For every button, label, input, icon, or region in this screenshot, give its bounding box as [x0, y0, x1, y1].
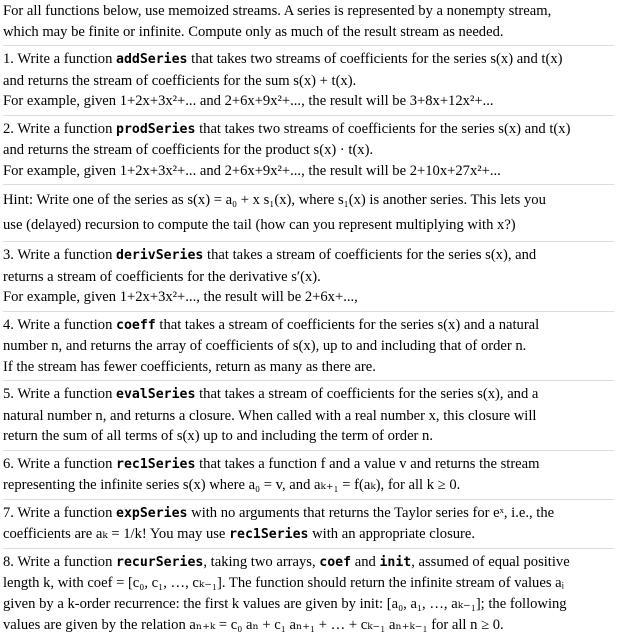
item-3	[3, 245, 614, 308]
item-8-function-name: recurSeries	[116, 554, 204, 570]
item-4-prefix: 4. Write a function	[3, 316, 113, 333]
item-2-line-3: For example, given 1+2x+3x²+... and 2+6x+9x²+..., the result will be 2+10x+27x²+...	[3, 162, 501, 179]
divider	[3, 499, 614, 500]
item-3-line-1: that takes a stream of coefficients for the series s(x), and	[207, 247, 537, 263]
item-7-line-1: with no arguments that returns the Taylor series for eˣ, i.e., the	[191, 504, 555, 521]
item-8-line-1-end: , assumed of equal positive	[411, 553, 570, 570]
item-5-line-1: that takes a stream of coefficients for the series s(x), and a	[199, 386, 539, 402]
item-6-line-2: representing the infinite series s(x) where a₀ = v, and aₖ₊₁ = f(aₖ), for all k ≥ 0.	[3, 476, 461, 493]
item-3-function-name: derivSeries	[116, 248, 204, 263]
item-1-prefix: 1. Write a function	[3, 51, 113, 67]
item-1-line-3: For example, given 1+2x+3x²+... and 2+6x+9x²+..., the result will be 3+8x+12x²+...	[3, 93, 494, 109]
item-2-line-1: that takes two streams of coefficients for the series s(x) and t(x)	[199, 120, 571, 137]
intro-line-1: For all functions below, use memoized streams. A series is represented by a nonempty stream,	[3, 3, 552, 19]
item-6-prefix: 6. Write a function	[3, 455, 113, 472]
divider	[3, 548, 614, 549]
divider	[3, 184, 614, 185]
item-5-function-name: evalSeries	[116, 387, 196, 402]
item-8-arg-coef: coef	[319, 554, 352, 570]
divider	[3, 380, 614, 381]
hint-line-2: use (delayed) recursion to compute the tail (how can you represent multiplying with x?)	[3, 217, 516, 233]
item-8-arg-init: init	[379, 554, 412, 570]
item-2-function-name: prodSeries	[116, 121, 196, 137]
item-6-function-name: rec1Series	[116, 456, 196, 472]
item-8-prefix: 8. Write a function	[3, 553, 113, 570]
item-6-line-1: that takes a function f and a value v and returns the stream	[199, 455, 540, 472]
intro-paragraph	[3, 1, 614, 42]
item-1-function-name: addSeries	[116, 52, 188, 67]
divider	[3, 311, 614, 312]
item-5-line-3: return the sum of all terms of s(x) up to and including the term of order n.	[3, 428, 434, 444]
divider	[3, 450, 614, 451]
hint-paragraph	[3, 188, 614, 238]
item-2-line-2: and returns the stream of coefficients for the product s(x) · t(x).	[3, 142, 374, 158]
divider	[3, 45, 614, 46]
item-6	[3, 454, 614, 496]
item-7-function-reference: rec1Series	[229, 526, 309, 542]
item-1	[3, 49, 614, 112]
item-3-line-2: returns a stream of coefficients for the derivative s′(x).	[3, 268, 321, 285]
item-8-line-1: , taking two arrays,	[203, 553, 316, 570]
item-8-line-2: length k, with coef = [c₀, c₁, …, cₖ₋₁]. The function should return the infinite stream of values aᵢ	[3, 574, 565, 591]
item-7-prefix: 7. Write a function	[3, 504, 113, 521]
item-8	[3, 552, 614, 636]
item-4-function-name: coeff	[116, 317, 156, 333]
hint-line-1: Hint: Write one of the series as s(x) = a₀ + x s₁(x), where s₁(x) is another series. This lets you	[3, 192, 546, 208]
item-8-line-3: given by a k-order recurrence: the first k values are given by init: [a₀, a₁, …, aₖ₋₁]; the following	[3, 595, 567, 612]
item-7-line-2: coefficients are aₖ = 1/k! You may use	[3, 525, 226, 542]
intro-line-2: which may be finite or infinite. Compute only as much of the result stream as needed.	[3, 23, 504, 40]
item-5-line-2: natural number n, and returns a closure. When called with a real number x, this closure will	[3, 407, 537, 424]
item-8-and: and	[354, 553, 376, 570]
item-7	[3, 503, 614, 545]
item-1-line-2: and returns the stream of coefficients for the sum s(x) + t(x).	[3, 72, 357, 89]
item-7-function-name: expSeries	[116, 505, 188, 521]
item-2	[3, 119, 614, 182]
item-5	[3, 384, 614, 447]
divider	[3, 115, 614, 116]
item-2-prefix: 2. Write a function	[3, 120, 113, 137]
divider	[3, 241, 614, 242]
item-4-line-3: If the stream has fewer coefficients, return as many as there are.	[3, 358, 376, 375]
item-3-line-3: For example, given 1+2x+3x²+..., the result will be 2+6x+...,	[3, 289, 358, 305]
item-7-line-2-end: with an appropriate closure.	[312, 525, 476, 542]
item-1-line-1: that takes two streams of coefficients for the series s(x) and t(x)	[191, 51, 563, 67]
item-5-prefix: 5. Write a function	[3, 386, 113, 402]
item-8-line-4: values are given by the relation aₙ₊ₖ = c₀ aₙ + c₁ aₙ₊₁ + … + cₖ₋₁ aₙ₊ₖ₋₁ for all n ≥ 0.	[3, 616, 504, 633]
item-4-line-1: that takes a stream of coefficients for the series s(x) and a natural	[159, 316, 540, 333]
item-3-prefix: 3. Write a function	[3, 247, 113, 263]
item-4-line-2: number n, and returns the array of coefficients of s(x), up to and including that of order n.	[3, 338, 527, 354]
item-4	[3, 315, 614, 378]
